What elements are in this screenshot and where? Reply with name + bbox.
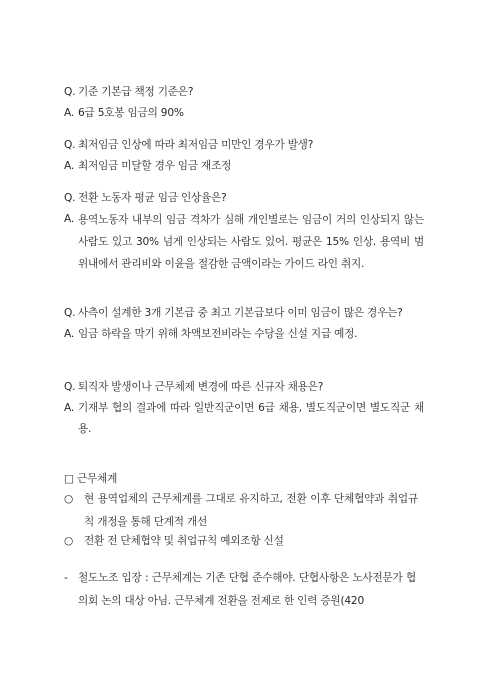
qa-item [64, 303, 424, 345]
answer [64, 324, 424, 345]
answer-text: 용역노동자 내부의 임금 격차가 심해 개인별로는 임금이 거의 인상되지 않는 사람도 있고 30% 넘게 인상되는 사람도 있어. 평균은 15% 인상. 용역비 범위내에서 관리비와 이윤을 절감한 금액이라는 가이드 라인 취지. [78, 214, 424, 270]
union-position-text: 철도노조 입장 : 근무체계는 기존 단협 준수해야. 단협사항은 노사전문가 협의회 논의 대상 아님. 근무체계 전환을 전제로 한 인력 증원(420 [78, 572, 416, 607]
question-text: 사측이 설계한 3개 기본급 중 최고 기본급보다 이미 임금이 많은 경우는? [78, 307, 403, 319]
answer-text: 기재부 협의 결과에 따라 일반직군이면 6급 채용, 별도직군이면 별도직군 채용. [78, 402, 424, 435]
question [64, 303, 424, 324]
answer [64, 398, 424, 440]
question-prefix: Q. [64, 381, 76, 393]
question-text: 퇴직자 발생이나 근무체제 변경에 따른 신규자 채용은? [78, 381, 324, 393]
bullet-item [64, 488, 418, 534]
qa-item [64, 135, 424, 177]
answer [64, 103, 424, 124]
question [64, 377, 424, 398]
union-position [64, 567, 416, 613]
answer [64, 209, 424, 275]
answer-prefix: A. [64, 160, 75, 172]
bullet-marker: ○ [64, 493, 74, 505]
section-title: □ 근무체계 [64, 473, 118, 485]
question-prefix: Q. [64, 86, 76, 98]
question-text: 전환 노동자 평균 임금 인상율은? [78, 192, 227, 204]
question-prefix: Q. [64, 139, 76, 151]
question-text: 최저임금 인상에 따라 최저임금 미만인 경우가 발생? [78, 139, 314, 151]
bullet-item [64, 530, 418, 553]
answer [64, 156, 424, 177]
bullet-marker: ○ [64, 535, 74, 547]
answer-text: 최저임금 미달할 경우 임금 재조정 [78, 160, 232, 172]
answer-text: 임금 하락을 막기 위해 차액보전비라는 수당을 신설 지급 예정. [78, 328, 358, 340]
answer-text: 6급 5호봉 임금의 90% [78, 107, 184, 119]
answer-prefix: A. [64, 402, 75, 414]
question [64, 82, 424, 103]
question [64, 135, 424, 156]
qa-item [64, 82, 424, 124]
qa-item [64, 188, 424, 275]
answer-prefix: A. [64, 328, 75, 340]
question-text: 기준 기본급 책정 기준은? [78, 86, 194, 98]
answer-prefix: A. [64, 213, 75, 225]
question [64, 188, 424, 209]
answer-prefix: A. [64, 107, 75, 119]
question-prefix: Q. [64, 192, 76, 204]
bullet-text: 전환 전 단체협약 및 취업규칙 예외조항 신설 [84, 535, 284, 547]
qa-item [64, 377, 424, 440]
question-prefix: Q. [64, 307, 76, 319]
bullet-text: 현 용역업체의 근무체계를 그대로 유지하고, 전환 이후 단체협약과 취업규칙 개정을 통해 단계적 개선 [84, 493, 418, 528]
dash-marker: - [64, 572, 68, 584]
